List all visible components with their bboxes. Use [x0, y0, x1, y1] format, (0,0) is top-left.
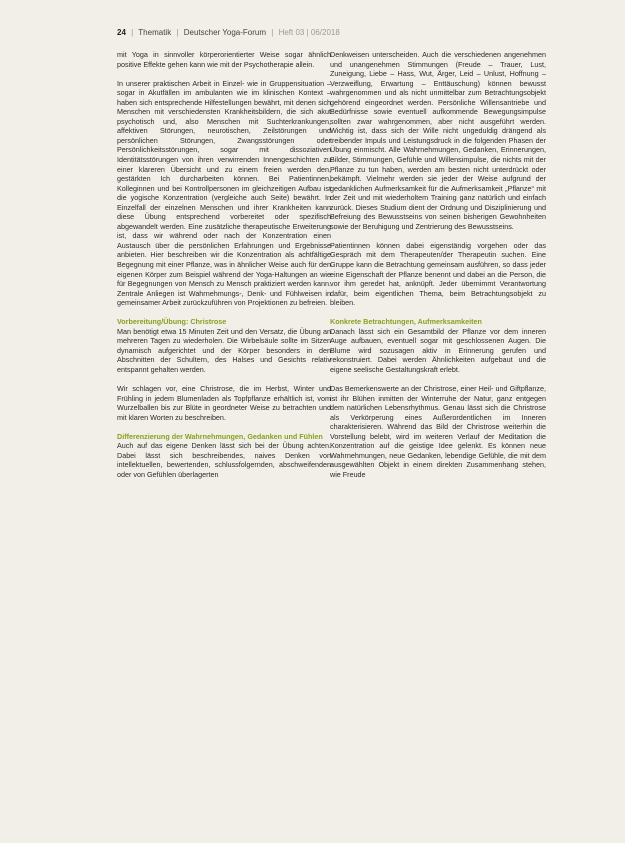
left-column	[117, 50, 331, 489]
header-divider-2: |	[176, 28, 179, 37]
section-heading: Vorbereitung/Übung: Christrose	[117, 317, 227, 327]
paragraph: mit Yoga in sinnvoller körperorientierter Weise sogar ähnlich positive Effekte gehen kann wie mit der Psychotherapie allein.	[117, 50, 331, 69]
paragraph: Auch auf das eigene Denken lässt sich bei der Übung achten. Dabei lässt sich beschreibendes, naives Denken von intellektuellen, bewertenden, schlussfolgernden, abschweifenden oder von Gefühlen überlagerten	[117, 441, 331, 479]
header-section: Thematik	[138, 28, 172, 37]
paragraph: Das Bemerkenswerte an der Christrose, einer Heil- und Giftpflanze, ist ihr Blühen inmitten der Winterruhe der Natur, ganz entgegen dem natürlichen Lebensrhythmus. Genau lässt sich die Christrose als Verkörperung eines Außerordentlichen im Inneren charakterisieren. Während das Bild der Christrose weiterhin die Vorstellung belebt, wird im weiteren Verlauf der Meditation die Konzentration auf die geistige Idee gelenkt. Es können neue Wahrnehmungen, neue Gedanken, lebendige Gefühle, die mit dem ausgewählten Objekt in einem direkten Zusammenhang stehen, wie Freude	[330, 384, 546, 479]
page-number: 24	[117, 28, 126, 37]
running-header	[117, 28, 547, 38]
header-divider-3: |	[271, 28, 274, 37]
header-divider: |	[131, 28, 134, 37]
header-topic: Deutscher Yoga-Forum	[183, 28, 267, 37]
paragraph: Danach lässt sich ein Gesamtbild der Pflanze vor dem inneren Auge aufbauen, eventuell sogar mit geschlossenen Augen. Die Blume wird sozusagen aktiv in Erinnerung gerufen und rekonstruiert. Dabei werden Ähnlichkeiten aufgebaut und die eigene seelische Gestaltungskraft erlebt.	[330, 326, 546, 374]
right-column	[330, 50, 546, 489]
paragraph: Man benötigt etwa 15 Minuten Zeit und den Versatz, die Übung an mehreren Tagen zu wiederholen. Die Wirbelsäule sollte im Sitzen dynamisch aufgerichtet und der Körper besonders in den Abschnitten der Schultern, des Halses und Gesichts relativ entspannt gehalten werden.	[117, 326, 331, 374]
paragraph: Patientinnen können dabei eigenständig vorgehen oder das Gespräch mit dem Therapeuten/der Therapeutin suchen. Eine Gruppe kann die Betrachtung gemeinsam ausführen, so dass jeder eine Eigenschaft der Pflanze benennt und dabei an die Person, die vor ihm geredet hat, anknüpft. Jeder übernimmt Verantwortung dafür, beim eigentlichen Thema, beim Betrachtungsobjekt zu bleiben.	[330, 240, 546, 308]
section-heading: Differenzierung der Wahrnehmungen, Gedanken und Fühlen	[117, 431, 323, 441]
section-heading: Konkrete Betrachtungen, Aufmerksamkeiten	[330, 317, 482, 327]
paragraph: In unserer praktischen Arbeit in Einzel- wie in Gruppensituation – sogar in Akutfällen im ambulanten wie im klinischen Kontext – haben sich entsprechende Hilfestellungen bewährt, mit denen sich Menschen mit verschiedensten Krankheitsbildern, die sich akut psychotisch und, also Menschen mit Suchterkrankungen, affektiven Störungen, neurotischen, Zeilstörungen und persönlichen Störungen, Zwangsstörungen oder Persönlichkeitsstörungen, sogar mit dissoziativen Identitätsstörungen von ihren verwirrenden Innengeschichten zu einer klareren Übersicht und zu einem freien werden den, gestärkten Ich durcharbeiten können. Bei Patientinnen, Kolleginnen und bei Kontrollpersonen im gleichzeitigen Aufbau ist die yogische Konzentration (vergleiche auch Seite) bewährt. In Einzelfall der einzelnen Menschen und ihrer Krankheiten kann diese Übung entsprechend vorbereitet oder spezifisch abgewandelt werden. Eine zusätzliche therapeutische Erweiterung ist, dass wir während oder nach der Konzentration einen Austausch über die persönlichen Erfahrungen und Ergebnisse anbieten. Hier beschreiben wir die Konzentration als achtfältige Begegnung mit einer Pflanze, was in ähnlicher Weise auch für den eigenen Körper zum Beispiel während der Yoga-Haltungen an wie für Begegnungen von Mensch zu Mensch praktiziert werden kann. Zentrale Anliegen ist Wahrnehmungs-, Denk- und Fühlweisen in gemeinsamer Arbeit zurückzuführen von Projektionen zu befreien.	[117, 78, 331, 308]
paragraph: Wir schlagen vor, eine Christrose, die im Herbst, Winter und Frühling in jedem Blumenladen als Topfpflanze erhältlich ist, vom Wurzelballen bis zur Blüte in geordneter Weise zu betrachten und mit klaren Worten zu beschreiben.	[117, 384, 331, 422]
header-issue: Heft 03 | 06/2018	[278, 28, 340, 37]
paragraph: Denkweisen unterscheiden. Auch die verschiedenen angenehmen und unangenehmen Stimmungen (Freude – Trauer, Lust, Zuneigung, Liebe – Hass, Wut, Ärger, Leid – Unlust, Hoffnung – Verzweiflung, Erwartung – Enttäuschung) können bewusst wahrgenommen und als nicht unmittelbar zum Betrachtungsobjekt gehörend eingeordnet werden. Persönliche Willensantriebe und Bedürfnisse sowie eventuell aufkommende Bewegungsimpulse sollten zwar wahrgenommen, aber nicht ausgeführt werden. Wichtig ist, dass sich der Wille nicht ungeduldig drängend als treibender Impuls und Leistungsdruck in die folgenden Phasen der Übung einmischt. Alle Wahrnehmungen, Gedanken, Erinnerungen, Bilder, Stimmungen, Gefühle und Willensimpulse, die nichts mit der Pflanze zu tun haben, werden am besten nicht unterdrückt oder bekämpft. Vielmehr werden sie jeder der Weise aufgrund der gedanklichen Aufmerksamkeit für die Aufmerksamkeit „Pflanze“ mit der Zeit und mit wiederholtem Training ganz natürlich und einfach zurück. Dieses Studium dient der Ordnung und Disziplinierung und Befreiung des Bewusstseins von seinen bisherigen Gewohnheiten sowie der Beruhigung und Zentrierung des Bewusstseins.	[330, 50, 546, 231]
